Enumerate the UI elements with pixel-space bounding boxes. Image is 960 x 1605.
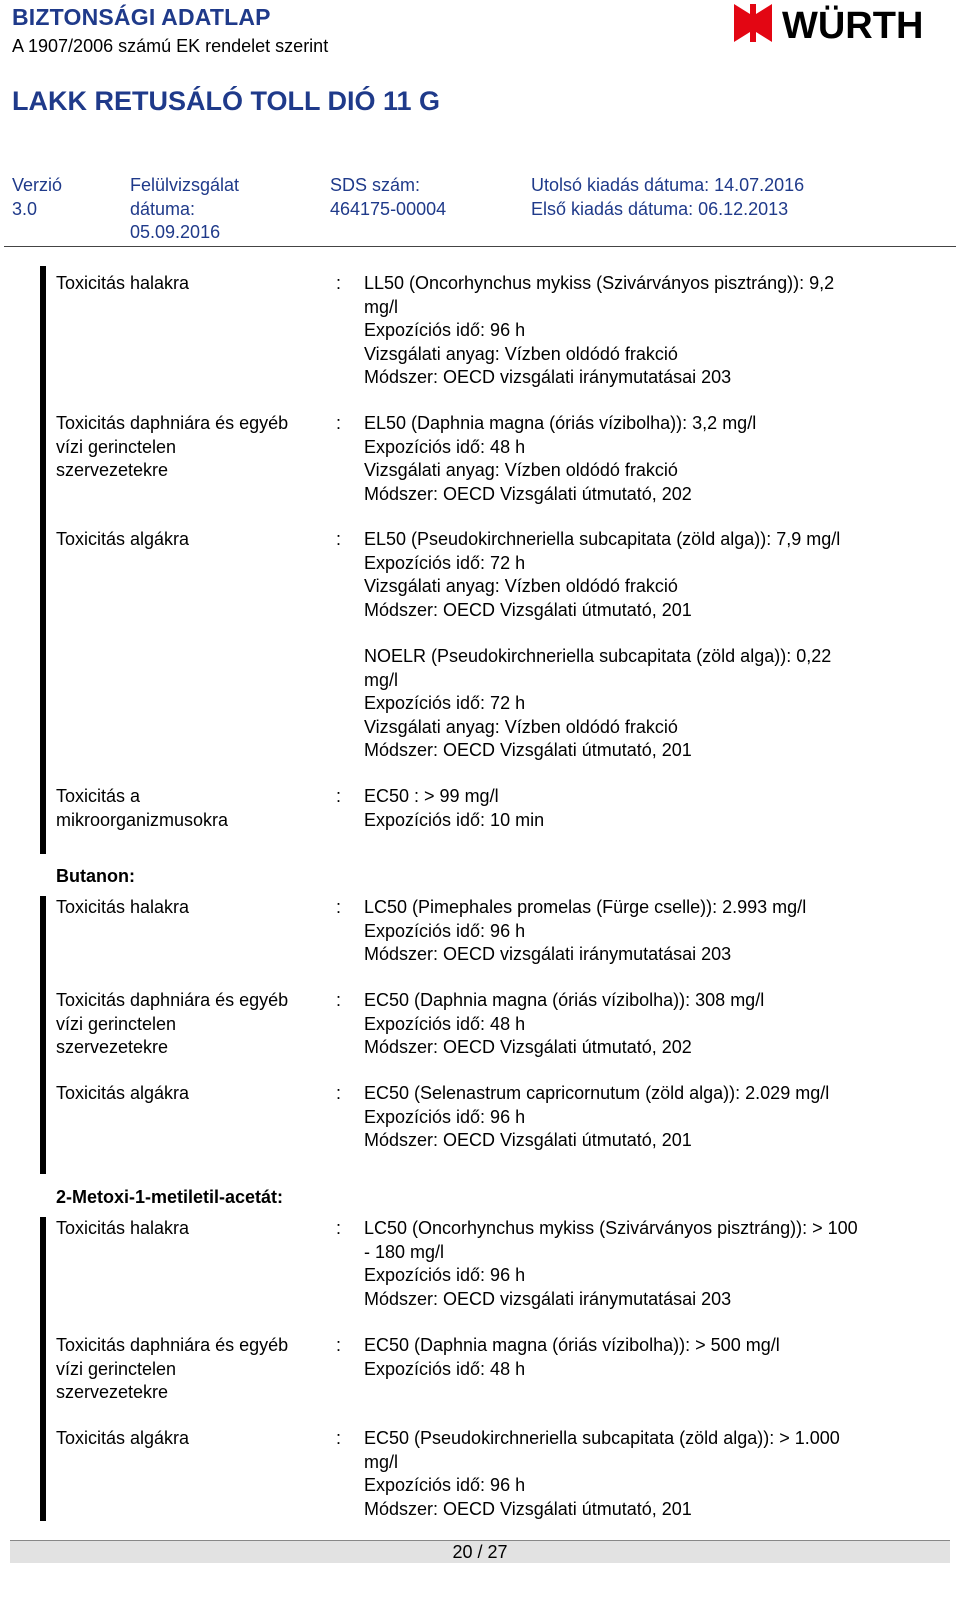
meta-version: Verzió 3.0	[12, 175, 63, 219]
value-line: Expozíciós idő: 72 h	[364, 552, 526, 573]
value-line: Expozíciós idő: 96 h	[364, 920, 526, 941]
value-line: Vizsgálati anyag: Vízben oldódó frakció	[364, 716, 678, 737]
value-line: EC50 (Daphnia magna (óriás vízibolha)): > 500 mg/l	[364, 1335, 780, 1355]
value-line: Módszer: OECD Vizsgálati útmutató, 201	[364, 740, 692, 760]
value-line: Módszer: OECD Vizsgálati útmutató, 201	[364, 599, 692, 620]
colon: :	[336, 1083, 342, 1103]
substance-heading: Butanon:	[56, 866, 135, 886]
colon: :	[336, 1428, 342, 1448]
row-value	[364, 528, 936, 622]
colon: :	[336, 1335, 342, 1355]
row-value	[364, 1427, 936, 1521]
value-line: Módszer: OECD vizsgálati iránymutatásai 203	[364, 944, 732, 964]
value-line: Módszer: OECD Vizsgálati útmutató, 202	[364, 483, 692, 504]
row-label: Toxicitás halakra	[56, 273, 190, 293]
value-line: LC50 (Pimephales promelas (Fürge cselle)): 2.993 mg/l	[364, 897, 807, 917]
colon: :	[336, 413, 342, 433]
row-label: Toxicitás algákra	[56, 529, 190, 549]
colon: :	[336, 273, 342, 293]
header-divider	[4, 246, 956, 247]
row-value	[364, 645, 936, 763]
document-subtitle: A 1907/2006 számú EK rendelet szerint	[12, 36, 329, 56]
wurth-logo	[732, 2, 944, 46]
colon: :	[336, 1218, 342, 1238]
row-label: Toxicitás algákra	[56, 1083, 190, 1103]
row-value	[364, 896, 936, 967]
value-line: LL50 (Oncorhynchus mykiss (Szivárványos pisztráng)): 9,2 mg/l	[364, 273, 835, 317]
meta-revision: Felülvizsgálat dátuma: 05.09.2016	[130, 175, 240, 242]
row-value	[364, 989, 936, 1060]
value-line: Expozíciós idő: 96 h	[364, 1106, 526, 1127]
value-line: Módszer: OECD Vizsgálati útmutató, 201	[364, 1130, 692, 1150]
row-label: Toxicitás daphniára és egyéb vízi gerinctelen szervezetekre	[56, 990, 289, 1057]
value-line: EC50 (Selenastrum capricornutum (zöld alga)): 2.029 mg/l	[364, 1083, 830, 1103]
value-line: Expozíciós idő: 72 h	[364, 693, 526, 713]
colon: :	[336, 786, 342, 806]
value-line: EL50 (Daphnia magna (óriás vízibolha)): 3,2 mg/l	[364, 413, 757, 433]
row-value	[364, 272, 936, 390]
meta-sds-number: SDS szám: 464175-00004	[330, 175, 447, 219]
value-line: Expozíciós idő: 48 h	[364, 1013, 526, 1034]
row-value	[364, 785, 936, 832]
value-line: Expozíciós idő: 96 h	[364, 1265, 526, 1285]
row-value	[364, 1217, 936, 1311]
row-value	[364, 1334, 936, 1381]
row-label: Toxicitás daphniára és egyéb vízi gerinctelen szervezetekre	[56, 413, 289, 480]
value-line: EL50 (Pseudokirchneriella subcapitata (zöld alga)): 7,9 mg/l	[364, 529, 841, 549]
value-line: EC50 : > 99 mg/l	[364, 786, 499, 806]
value-line: Expozíciós idő: 48 h	[364, 436, 526, 457]
row-value	[364, 1082, 936, 1153]
row-label: Toxicitás halakra	[56, 897, 190, 917]
value-line: Módszer: OECD Vizsgálati útmutató, 202	[364, 1037, 692, 1057]
product-name: LAKK RETUSÁLÓ TOLL DIÓ 11 G	[12, 86, 441, 116]
document-title: BIZTONSÁGI ADATLAP	[12, 4, 271, 30]
value-line: Módszer: OECD vizsgálati iránymutatásai 203	[364, 1288, 732, 1309]
colon: :	[336, 529, 342, 549]
page-number: 20 / 27	[452, 1542, 508, 1562]
change-bar	[40, 266, 46, 854]
change-bar	[40, 1217, 46, 1521]
value-line: Expozíciós idő: 96 h	[364, 1475, 526, 1495]
value-line: NOELR (Pseudokirchneriella subcapitata (zöld alga)): 0,22 mg/l	[364, 646, 832, 690]
value-line: LC50 (Oncorhynchus mykiss (Szivárványos pisztráng)): > 100 - 180 mg/l	[364, 1218, 858, 1262]
value-line: Módszer: OECD Vizsgálati útmutató, 201	[364, 1498, 692, 1519]
row-label: Toxicitás halakra	[56, 1218, 190, 1238]
logo-text: WÜRTH	[782, 5, 924, 46]
meta-issue-dates: Utolsó kiadás dátuma: 14.07.2016 Első kiadás dátuma: 06.12.2013	[531, 175, 805, 219]
change-bar	[40, 896, 46, 1174]
value-line: Módszer: OECD vizsgálati iránymutatásai 203	[364, 367, 732, 387]
value-line: Expozíciós idő: 10 min	[364, 809, 545, 830]
row-label: Toxicitás daphniára és egyéb vízi gerinctelen szervezetekre	[56, 1335, 289, 1402]
colon: :	[336, 990, 342, 1010]
value-line: Expozíciós idő: 48 h	[364, 1358, 526, 1379]
value-line: EC50 (Daphnia magna (óriás vízibolha)): 308 mg/l	[364, 990, 765, 1010]
value-line: Vizsgálati anyag: Vízben oldódó frakció	[364, 460, 678, 480]
value-line: Vizsgálati anyag: Vízben oldódó frakció	[364, 576, 678, 596]
value-line: Vizsgálati anyag: Vízben oldódó frakció	[364, 343, 678, 364]
row-label: Toxicitás a mikroorganizmusokra	[56, 786, 229, 830]
substance-heading: 2-Metoxi-1-metiletil-acetát:	[56, 1187, 284, 1207]
colon: :	[336, 897, 342, 917]
row-label: Toxicitás algákra	[56, 1428, 190, 1448]
value-line: EC50 (Pseudokirchneriella subcapitata (zöld alga)): > 1.000 mg/l	[364, 1428, 840, 1472]
row-value	[364, 412, 936, 506]
value-line: Expozíciós idő: 96 h	[364, 320, 526, 340]
